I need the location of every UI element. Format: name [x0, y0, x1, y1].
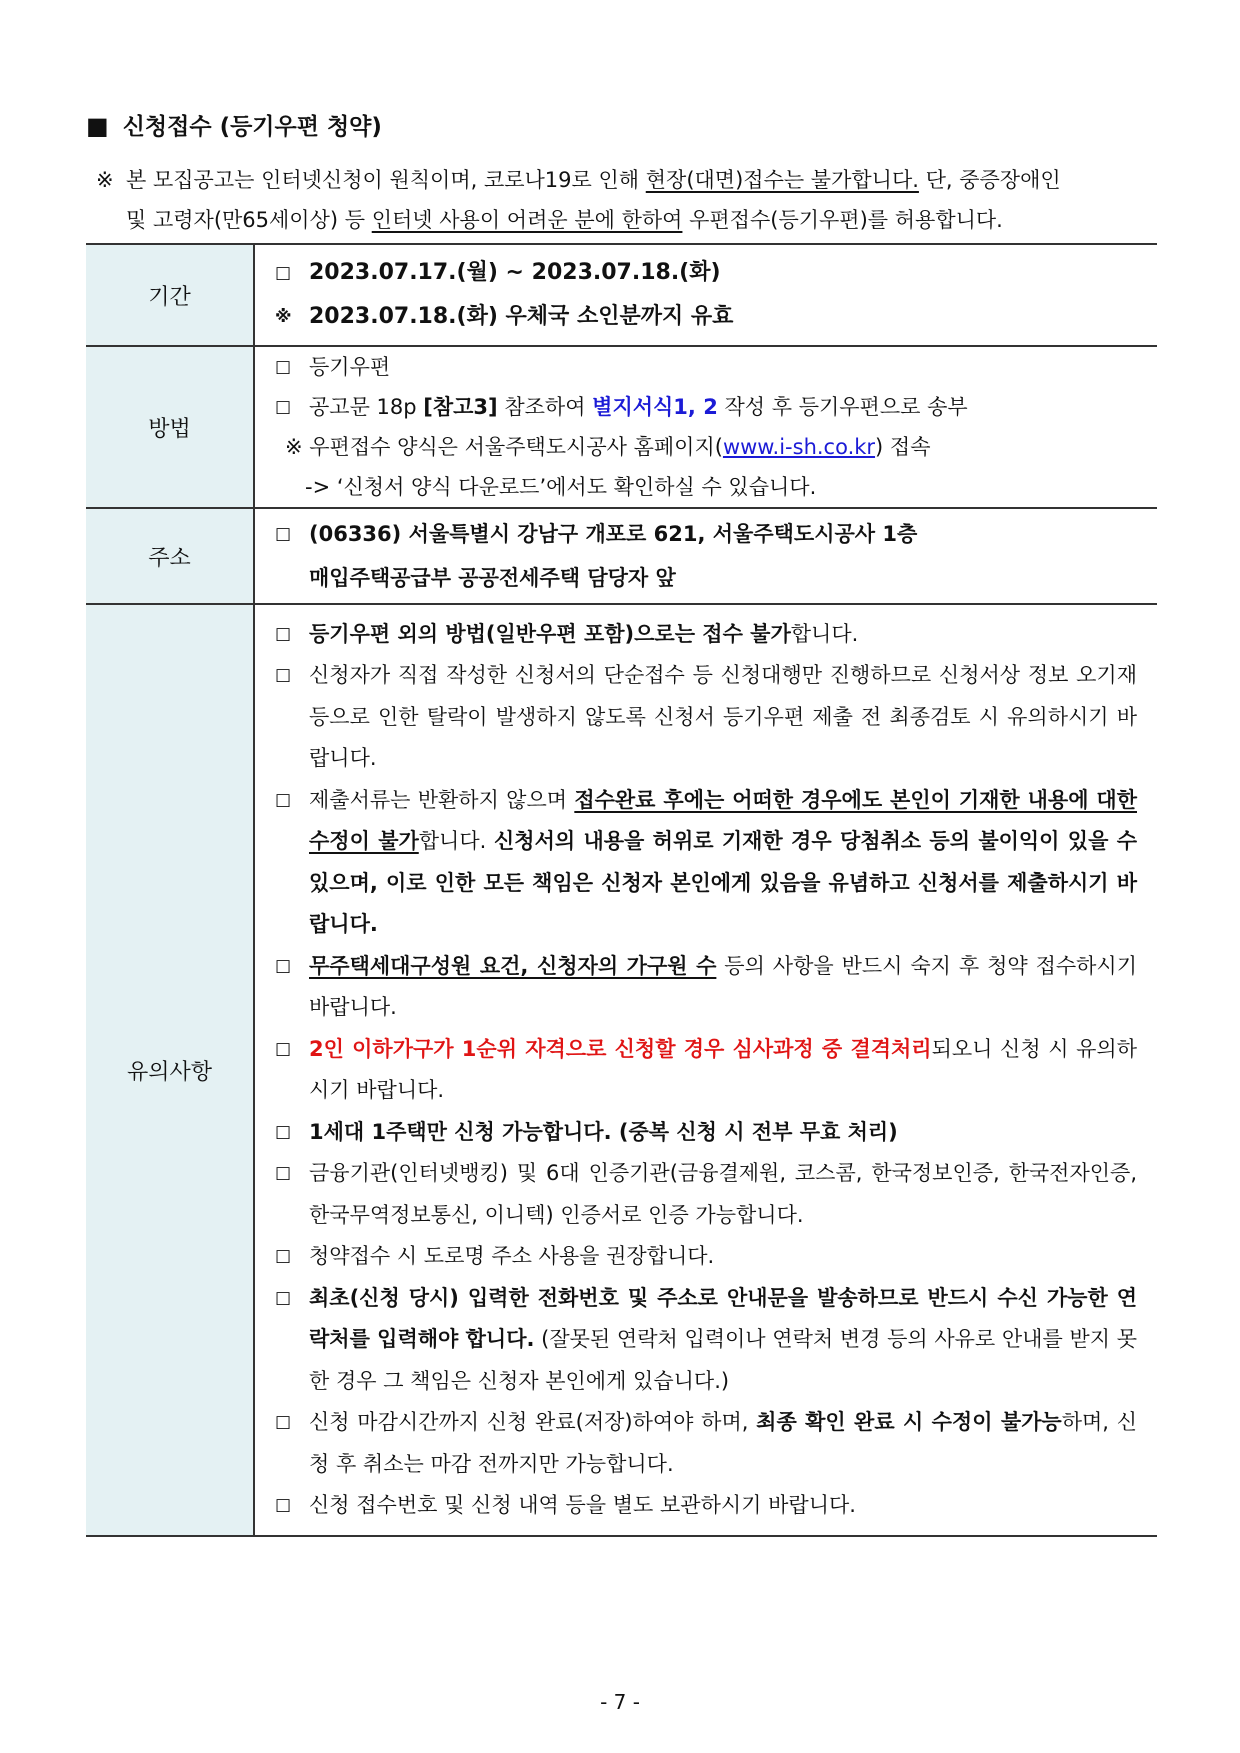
checkbox-bullet-icon: □	[275, 1121, 292, 1142]
method-form-reference: 별지서식1, 2	[592, 395, 718, 419]
note-bold-underlined: 무주택세대구성원 요건, 신청자의 가구원 수	[309, 953, 717, 978]
checkbox-bullet-icon: □	[275, 1038, 292, 1059]
note-text	[309, 614, 1137, 656]
list-item	[275, 1485, 1137, 1527]
list-item	[275, 427, 1157, 467]
reference-mark-icon: ※	[96, 168, 114, 192]
method-note-text: ※ 우편접수 양식은 서울주택도시공사 홈페이지(	[285, 435, 723, 459]
list-item	[275, 467, 1157, 507]
method-text-part: 작성 후 등기우편으로 송부	[717, 395, 968, 419]
checkbox-bullet-icon: □	[275, 1412, 292, 1432]
homepage-link[interactable]: www.i-sh.co.kr	[722, 435, 876, 459]
note-plain: 하며, 신청 후 취소는 마감 전까지만 가능합니다.	[309, 1410, 1137, 1476]
method-reference: [참고3]	[423, 395, 498, 419]
checkbox-bullet-icon: □	[275, 623, 292, 644]
note-plain: 제출서류는 반환하지 않으며	[309, 787, 575, 812]
method-text: 등기우편	[309, 355, 391, 379]
note-bold-underlined: 접수완료 후에는 어떠한 경우에도 본인이 기재한 내용에 대한 수정이 불가	[309, 787, 1137, 853]
list-item	[275, 946, 1137, 1029]
list-item	[275, 1236, 1137, 1278]
list-item	[275, 295, 1157, 339]
note-text: 금융기관(인터넷뱅킹) 및 6대 인증기관(금융결제원, 코스콤, 한국정보인증, 한국전자인증, 한국무역정보통신, 이니텍) 인증서로 인증 가능합니다.	[309, 1161, 1137, 1227]
intro-line-2	[96, 200, 1176, 240]
checkbox-bullet-icon: □	[275, 1246, 292, 1266]
row-value	[254, 604, 1157, 1536]
list-item	[275, 1029, 1137, 1112]
table-row-notes	[86, 604, 1157, 1536]
note-plain: 신청 마감시간까지 신청 완료(저장)하여야 하며,	[309, 1410, 757, 1434]
note-text	[309, 1029, 1137, 1112]
row-label: 주소	[86, 508, 254, 604]
list-item	[275, 1402, 1137, 1485]
row-value	[254, 346, 1157, 508]
note-text	[309, 1402, 1137, 1485]
list-item	[275, 556, 1157, 600]
checkbox-bullet-icon: □	[275, 263, 292, 283]
checkbox-bullet-icon: □	[275, 789, 292, 810]
note-plain: 합니다.	[790, 621, 859, 646]
row-label: 유의사항	[86, 604, 254, 1536]
checkbox-bullet-icon: □	[275, 524, 292, 544]
note-bold: 최종 확인 완료 시 수정이 불가능	[756, 1410, 1062, 1434]
checkbox-bullet-icon: □	[275, 1495, 292, 1515]
info-table	[86, 243, 1157, 1537]
method-note-text: ) 접속	[875, 435, 931, 459]
section-heading	[86, 108, 382, 141]
list-item	[275, 387, 1157, 427]
method-text-part: 공고문 18p	[309, 395, 424, 419]
list-item	[275, 1278, 1137, 1403]
intro-line-1	[96, 160, 1176, 200]
list-item	[275, 614, 1137, 656]
table-row-address	[86, 508, 1157, 604]
row-value	[254, 244, 1157, 346]
intro-underlined-text: 인터넷 사용이 어려운 분에 한하여	[371, 208, 683, 232]
checkbox-bullet-icon: □	[275, 665, 292, 685]
note-plain: 되오니 신청 시 유의하시기 바랍니다.	[309, 1036, 1137, 1102]
note-text	[309, 1278, 1137, 1403]
square-bullet-icon: ■	[86, 112, 109, 140]
intro-text: 본 모집공고는 인터넷신청이 원칙이며, 코로나19로 인해	[126, 168, 646, 192]
section-heading-text: 신청접수 (등기우편 청약)	[122, 114, 382, 140]
intro-text: 우편접수(등기우편)를 허용합니다.	[682, 208, 1003, 232]
row-label: 기간	[86, 244, 254, 346]
page-number: - 7 -	[600, 1690, 640, 1714]
list-item	[275, 780, 1137, 946]
note-text: 1세대 1주택만 신청 가능합니다. (중복 신청 시 전부 무효 처리)	[309, 1119, 898, 1144]
method-note	[285, 427, 1157, 467]
list-item	[275, 347, 1157, 387]
row-value	[254, 508, 1157, 604]
period-dates: 2023.07.17.(월) ~ 2023.07.18.(화)	[309, 260, 721, 285]
note-bold: 최초(신청 당시) 입력한 전화번호 및 주소로 안내문을 발송하므로 반드시 수신 가능한 연락처를 입력해야 합니다.	[309, 1285, 1137, 1351]
table-row-period	[86, 244, 1157, 346]
list-item	[275, 1112, 1137, 1154]
checkbox-bullet-icon: □	[275, 397, 292, 417]
method-text	[309, 387, 1157, 427]
note-text: 신청자가 직접 작성한 신청서의 단순접수 등 신청대행만 진행하므로 신청서상 정보 오기재 등으로 인한 탈락이 발생하지 않도록 신청서 등기우편 제출 전 최종검토 시 유의하시기 바랍니다.	[309, 663, 1137, 770]
note-bold: 등기우편 외의 방법(일반우편 포함)으로는 접수 불가	[309, 621, 791, 646]
note-plain: (잘못된 연락처 입력이나 연락처 변경 등의 사유로 안내를 받지 못한 경우 그 책임은 신청자 본인에게 있습니다.)	[309, 1327, 1137, 1393]
note-warning-red: 2인 이하가구가 1순위 자격으로 신청할 경우 심사과정 중 결격처리	[309, 1036, 932, 1061]
note-text: 청약접수 시 도로명 주소 사용을 권장합니다.	[309, 1244, 715, 1268]
period-postmark-note: 2023.07.18.(화) 우체국 소인분까지 유효	[309, 304, 734, 329]
row-label: 방법	[86, 346, 254, 508]
note-text	[309, 780, 1137, 946]
address-recipient: 매입주택공급부 공공전세주택 담당자 앞	[309, 566, 676, 590]
table-row-method	[86, 346, 1157, 508]
method-text-part: 참조하여	[497, 395, 593, 419]
intro-text: 및 고령자(만65세이상) 등	[126, 208, 372, 232]
intro-underlined-text: 현장(대면)접수는 불가합니다.	[645, 168, 919, 192]
list-item	[275, 251, 1157, 295]
note-plain: 등의 사항을 반드시 숙지 후 청약 접수하시기 바랍니다.	[309, 953, 1137, 1019]
note-text	[309, 946, 1137, 1029]
intro-text: 단, 중증장애인	[918, 168, 1061, 192]
checkbox-bullet-icon: □	[275, 1163, 292, 1183]
checkbox-bullet-icon: □	[275, 357, 292, 377]
note-text: 신청 접수번호 및 신청 내역 등을 별도 보관하시기 바랍니다.	[309, 1493, 856, 1517]
note-bold: 신청서의 내용을 허위로 기재한 경우 당첨취소 등의 불이익이 있을 수 있으며, 이로 인한 모든 책임은 신청자 본인에게 있음을 유념하고 신청서를 제출하시기 바랍니다.	[309, 829, 1137, 936]
checkbox-bullet-icon: □	[275, 955, 292, 976]
list-item	[275, 512, 1157, 556]
list-item	[275, 1153, 1137, 1236]
method-note-download: -> ‘신청서 양식 다운로드’에서도 확인하실 수 있습니다.	[305, 475, 817, 499]
reference-mark-icon: ※	[275, 307, 292, 327]
address-line: (06336) 서울특별시 강남구 개포로 621, 서울주택도시공사 1층	[309, 522, 918, 546]
list-item	[275, 655, 1137, 780]
note-plain: 합니다.	[418, 829, 494, 853]
checkbox-bullet-icon: □	[275, 1287, 292, 1308]
intro-notice	[96, 160, 1176, 240]
